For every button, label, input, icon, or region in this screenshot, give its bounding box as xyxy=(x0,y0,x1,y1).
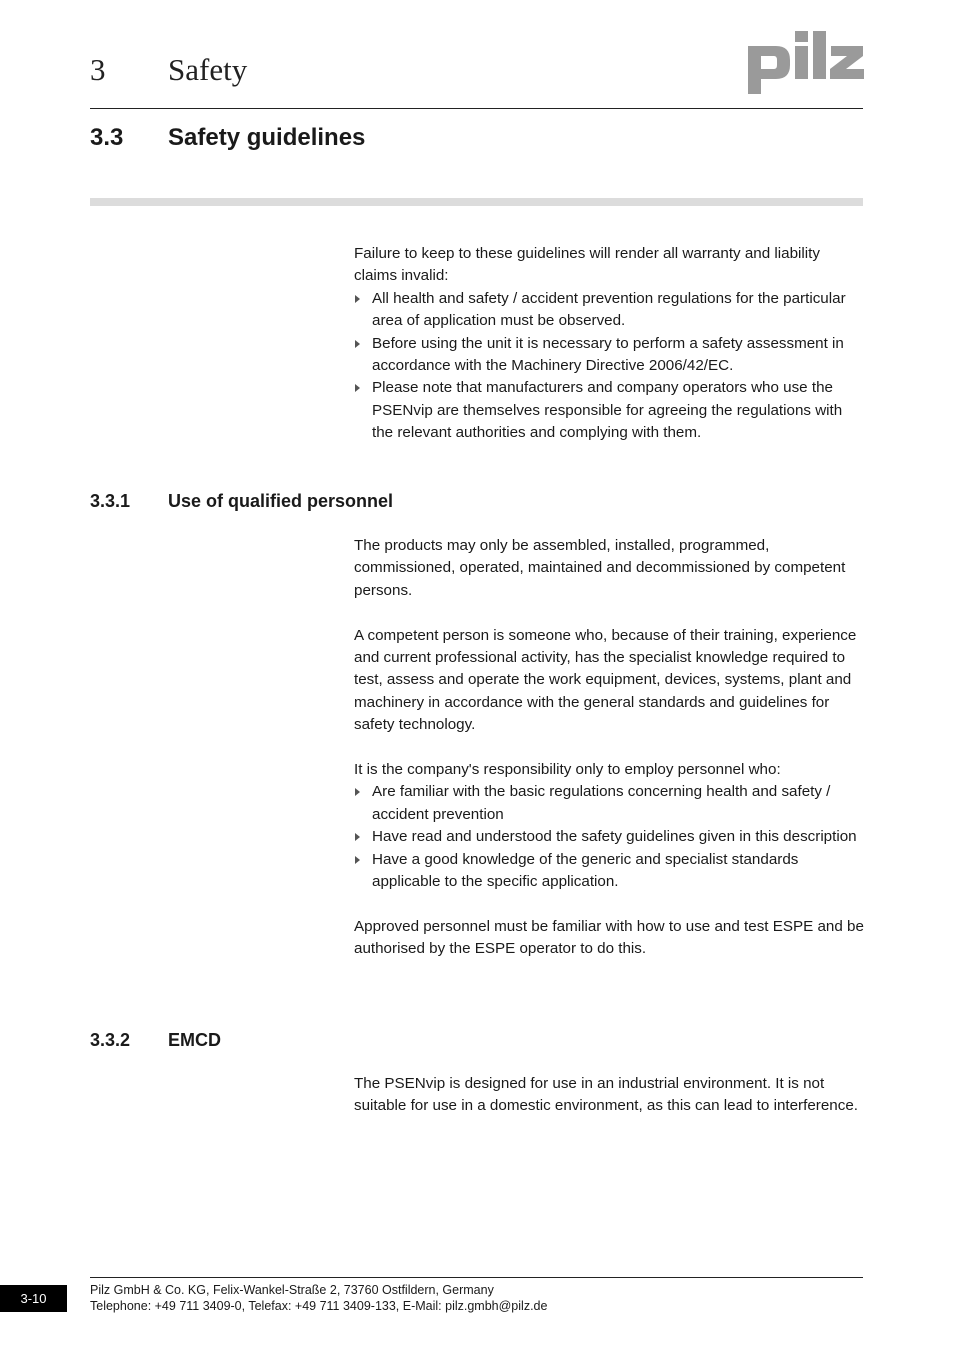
footer-address: Pilz GmbH & Co. KG, Felix-Wankel-Straße 2, 73760 Ostfildern, Germany xyxy=(90,1283,494,1297)
paragraph: The products may only be assembled, installed, programmed, commissioned, operated, maintained and decommissioned by competent persons. xyxy=(354,537,846,599)
list-item: Please note that manufacturers and company operators who use the PSENvip are themselves responsible for agreeing the regulations with the relevant authorities and complying with them. xyxy=(354,377,864,444)
subsection-title: Use of qualified personnel xyxy=(168,491,394,511)
bullet-arrow-icon xyxy=(355,384,360,392)
section-body xyxy=(354,243,864,445)
section-band xyxy=(90,198,863,206)
list-item: Before using the unit it is necessary to perform a safety assessment in accordance with the Machinery Directive 2006/42/EC. xyxy=(354,333,864,378)
bullet-arrow-icon xyxy=(355,788,360,796)
subsection-body xyxy=(354,1073,864,1118)
subsection-number: 3.3.1 xyxy=(90,491,131,511)
list-item: Are familiar with the basic regulations concerning health and safety / accident prevention xyxy=(354,781,864,826)
paragraph: It is the company's responsibility only to employ personnel who: xyxy=(354,761,781,779)
bullet-arrow-icon xyxy=(355,833,360,841)
list-item: Have a good knowledge of the generic and specialist standards applicable to the specific application. xyxy=(354,849,864,894)
subsection-number: 3.3.2 xyxy=(90,1030,131,1050)
paragraph: Approved personnel must be familiar with how to use and test ESPE and be authorised by the ESPE operator to do this. xyxy=(354,917,864,958)
paragraph: The PSENvip is designed for use in an industrial environment. It is not suitable for use in a domestic environment, as this can lead to interference. xyxy=(354,1075,858,1115)
list-item: All health and safety / accident prevention regulations for the particular area of application must be observed. xyxy=(354,288,864,333)
chapter-number: 3 xyxy=(90,52,106,87)
section-bullet-list xyxy=(354,288,864,445)
header-divider xyxy=(90,108,863,109)
section-intro: Failure to keep to these guidelines will render all warranty and liability claims invalid: xyxy=(354,245,820,285)
footer-contact: Telephone: +49 711 3409-0, Telefax: +49 711 3409-133, E-Mail: pilz.gmbh@pilz.de xyxy=(90,1299,548,1313)
personnel-bullet-list xyxy=(354,781,864,893)
footer-divider xyxy=(90,1277,863,1278)
section-title: Safety guidelines xyxy=(168,124,366,151)
pilz-logo xyxy=(748,28,865,96)
paragraph: A competent person is someone who, because of their training, experience and current professional activity, has the specialist knowledge required to test, assess and operate the work equipment, devices, systems, plant and machinery in accordance with the general standards and guidelines for safety technology. xyxy=(354,626,857,734)
page-number: 3-10 xyxy=(0,1285,67,1312)
chapter-title: Safety xyxy=(168,52,248,87)
bullet-arrow-icon xyxy=(355,340,360,348)
list-item: Have read and understood the safety guidelines given in this description xyxy=(354,826,864,848)
subsection-body xyxy=(354,535,864,961)
subsection-title: EMCD xyxy=(168,1030,221,1050)
bullet-arrow-icon xyxy=(355,295,360,303)
section-number: 3.3 xyxy=(90,124,124,151)
bullet-arrow-icon xyxy=(355,856,360,864)
